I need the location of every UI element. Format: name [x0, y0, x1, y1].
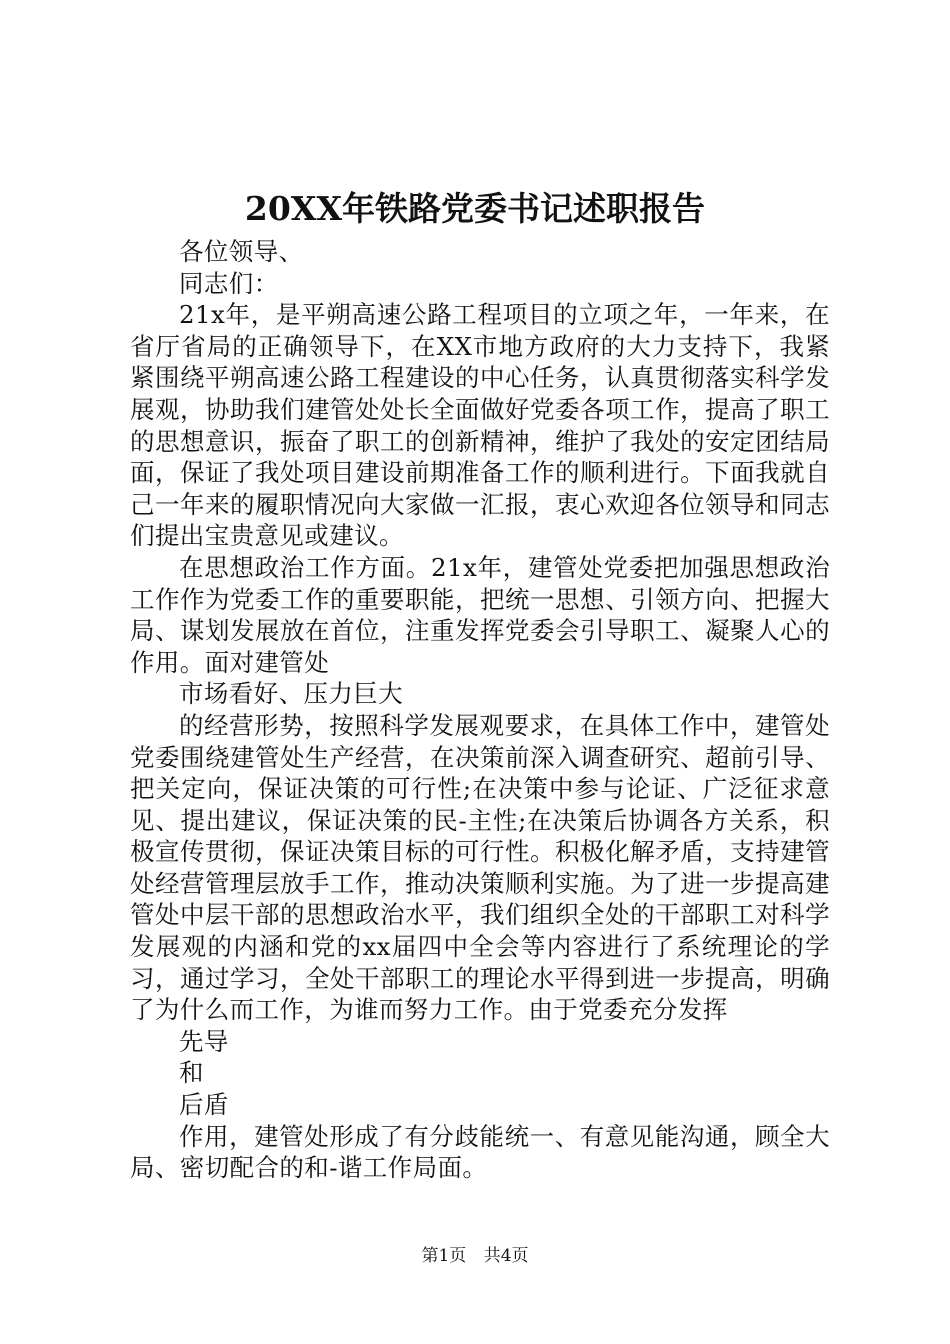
paragraph-conclusion: 作用，建管处形成了有分歧能统一、有意见能沟通，顾全大局、密切配合的和-谐工作局面。	[130, 1121, 830, 1183]
paragraph-intro: 21x年，是平朔高速公路工程项目的立项之年，一年来，在省厅省局的正确领导下，在XX市地方政府的大力支持下，我紧紧围绕平朔高速公路工程建设的中心任务，认真贯彻落实科学发展观，协助我们建管处处长全面做好党委各项工作，提高了职工的思想意识，振奋了职工的创新精神，维护了我处的安定团结局面，保证了我处项目建设前期准备工作的顺利进行。下面我就自己一年来的履职情况向大家做一汇报，衷心欢迎各位领导和同志们提出宝贵意见或建议。	[130, 300, 830, 551]
document-title: 20XX年铁路党委书记述职报告	[244, 189, 706, 228]
paragraph-salutation-1: 各位领导、	[179, 237, 304, 266]
page-total: 共4页	[483, 1246, 529, 1266]
paragraph-fragment-1: 先导	[179, 1026, 229, 1056]
page-number: 第1页	[421, 1246, 467, 1266]
paragraph-operations: 的经营形势，按照科学发展观要求，在具体工作中，建管处党委围绕建管处生产经营，在决策前深入调查研究、超前引导、把关定向，保证决策的可行性;在决策中参与论证、广泛征求意见、提出建议，保证决策的民-主性;在决策后协调各方关系，积极宣传贯彻，保证决策目标的可行性。积极化解矛盾，支持建管处经营管理层放手工作，推动决策顺利实施。为了进一步提高建管处中层干部的思想政治水平，我们组织全处的干部职工对科学发展观的内涵和党的xx届四中全会等内容进行了系统理论的学习，通过学习，全处干部职工的理论水平得到进一步提高，明确了为什么而工作，为谁而努力工作。由于党委充分发挥	[130, 710, 830, 1025]
paragraph-fragment-3: 后盾	[179, 1090, 229, 1120]
paragraph-political-work: 在思想政治工作方面。21x年，建管处党委把加强思想政治工作作为党委工作的重要职能，把统一思想、引领方向、把握大局、谋划发展放在首位，注重发挥党委会引导职工、凝聚人心的作用。面对建管处	[130, 552, 830, 677]
paragraph-market: 市场看好、压力巨大	[179, 679, 404, 709]
page-footer	[0, 1244, 950, 1268]
paragraph-salutation-2: 同志们：	[179, 268, 279, 298]
document-body	[130, 236, 830, 1184]
paragraph-fragment-2: 和	[179, 1058, 204, 1088]
